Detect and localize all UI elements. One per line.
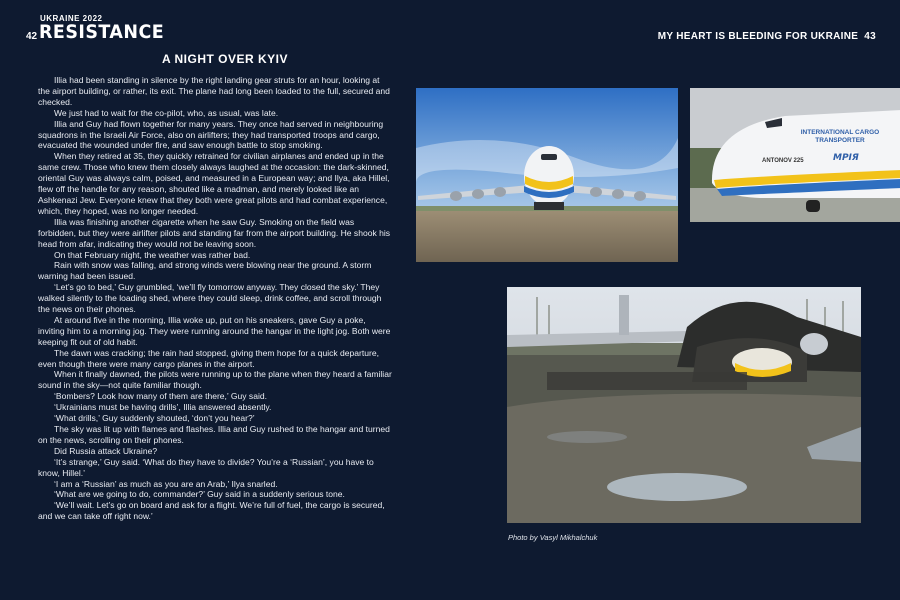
article-title: A NIGHT OVER KYIV xyxy=(161,52,289,66)
photo-caption: Photo by Vasyl Mikhalchuk xyxy=(508,533,598,542)
paragraph: ‘What drills,’ Guy suddenly shouted, ‘don’t you hear?’ xyxy=(54,413,255,424)
photo-plane-front xyxy=(416,88,678,262)
paragraph: Illia was finishing another cigarette when he saw Guy. Smoking on the field was forbidden, but they were airlifter pilots and standing far from the airport building. He shook his head from afar, indicating they would not be leaving soon. xyxy=(38,216,391,249)
paragraph: Illia had been standing in silence by the right landing gear struts for an hour, looking at the airport building, or rather, its exit. The plane had long been loaded to the full, secured and checked. xyxy=(38,75,390,107)
paragraph: On that February night, the weather was rather bad. xyxy=(54,249,251,260)
running-header-right xyxy=(658,31,876,42)
paragraph: ‘Ukrainians must be having drills’, Illia answered absently. xyxy=(54,402,272,413)
page-number-left: 42 xyxy=(26,31,38,42)
paragraph: Rain with snow was falling, and strong winds were blowing near the ground. A storm warning had been issued. xyxy=(38,260,372,282)
plane-name-label: МРІЯ xyxy=(833,153,859,163)
paragraph: The dawn was cracking; the rain had stopped, giving them hope for a quick departure, even though there were many cargo planes in the airport. xyxy=(38,347,379,369)
paragraph: ‘Bombers? Look how many of them are there,’ Guy said. xyxy=(54,391,267,402)
running-title: MY HEART IS BLEEDING FOR UKRAINE xyxy=(657,31,859,42)
paragraph: ‘Let’s go to bed,’ Guy grumbled, ‘we’ll fly tomorrow anyway. They closed the sky.’ They walked silently to the loading shed, where they could sleep, drink coffee, and scroll through the news on their phones. xyxy=(38,282,382,315)
paragraph: When it finally dawned, the pilots were running up to the plane when they heard a familiar sound in the sky—not quite familiar though. xyxy=(38,369,392,391)
plane-lettering: INTERNATIONAL CARGO TRANSPORTER xyxy=(800,129,880,144)
photo-destroyed-plane xyxy=(507,287,861,523)
plane-model-label: ANTONOV 225 xyxy=(762,158,804,164)
paragraph: We just had to wait for the co-pilot, who, as usual, was late. xyxy=(54,107,279,118)
kicker-label: UKRAINE 2022 xyxy=(40,14,103,23)
paragraph: Did Russia attack Ukraine? xyxy=(54,445,158,456)
section-title: RESISTANCE xyxy=(39,21,165,43)
paragraph: Illia and Guy had flown together for many years. They once had served in neighbouring squadrons in the Israeli Air Force, also on airlifters; they had transported troops and cargo, evacuated the wounded under fire, and saw enough battle to stop smoking. xyxy=(38,118,384,151)
article-body xyxy=(38,75,392,522)
photo-plane-side xyxy=(690,88,900,222)
paragraph: When they retired at 35, they quickly retrained for civilian airplanes and ended up in the same crew. Those who knew them closely always laughed at the occasion: the dark-skinned, oriental Guy was always calm, poised, and measured in a European way; and Ilya, aka Hillel, flew off the handle for any reason, shouted like a madman, and merely looked like an Ashkenazi Jew. Everyone knew that they both were great pilots and had combat experience, which, they hoped, was no longer needed. xyxy=(38,151,390,216)
paragraph: ‘I am a ‘Russian’ as much as you are an Arab,’ Ilya snarled. xyxy=(54,478,278,489)
paragraph: The sky was lit up with flames and flashes. Illia and Guy rushed to the hangar and turned on the news, scrolling on their phones. xyxy=(38,424,390,445)
page-number-right: 43 xyxy=(864,31,876,42)
paragraph: ‘What are we going to do, commander?’ Guy said in a suddenly serious tone. xyxy=(54,489,345,500)
paragraph: At around five in the morning, Illia woke up, put on his sneakers, gave Guy a poke, inviting him to a morning jog. They were running around the hangar in the light jog. Both were keeping fit out of old habit. xyxy=(38,314,391,347)
paragraph: ‘It’s strange,’ Guy said. ‘What do they have to divide? You’re a ‘Russian’, you have to know, Hillel.’ xyxy=(38,456,374,478)
paragraph: ‘We’ll wait. Let’s go on board and ask for a flight. We’re full of fuel, the cargo is secured, and we can take off right now.’ xyxy=(38,500,385,522)
